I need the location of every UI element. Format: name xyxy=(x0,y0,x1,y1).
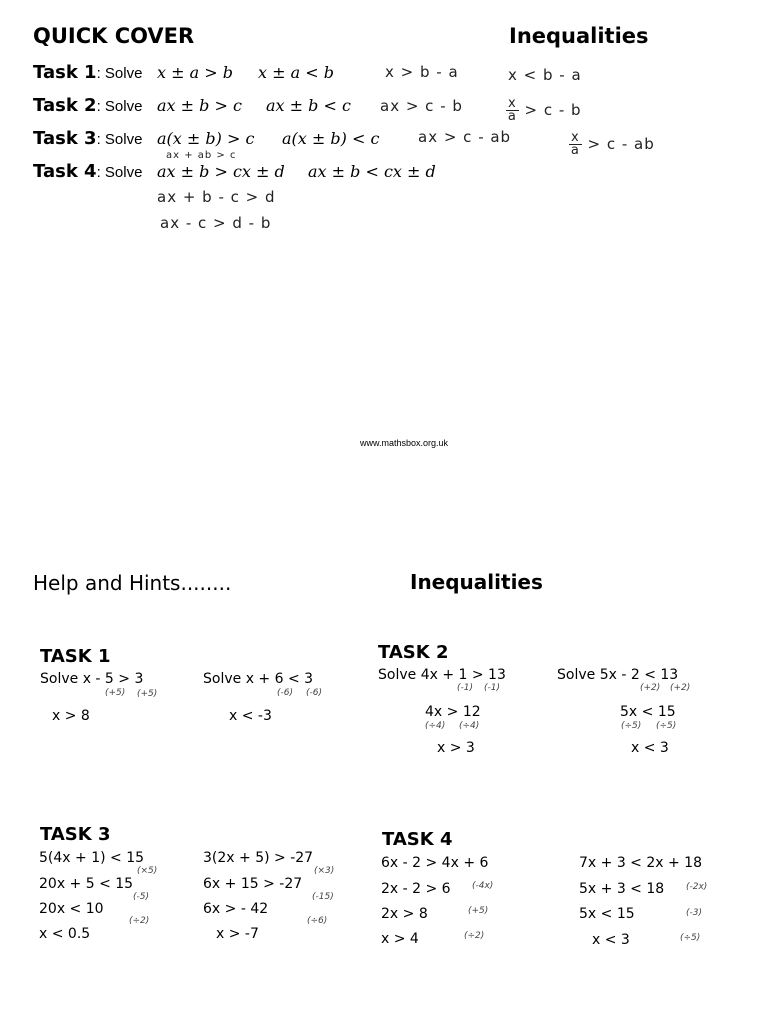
quick-cover-title: QUICK COVER xyxy=(33,24,195,48)
help-t3b-note1: (×3) xyxy=(314,866,335,876)
help-t1b-note1: (-6) xyxy=(277,688,293,698)
handwritten-t4-line1: ax + b - c > d xyxy=(157,188,276,206)
task-3-eq2: a(x ± b) < c xyxy=(282,129,380,148)
handwritten-t2b-rest: > c - b xyxy=(524,101,582,119)
help-t3a-note2: (-5) xyxy=(133,892,149,902)
handwritten-t1a: x > b - a xyxy=(385,63,459,81)
help-t1b-note2: (-6) xyxy=(306,688,322,698)
task-3-row xyxy=(33,128,142,149)
help-task-3-heading: TASK 3 xyxy=(40,824,111,845)
help-t3a-line1: 5(4x + 1) < 15 xyxy=(39,850,145,866)
handwritten-t4-line2: ax - c > d - b xyxy=(160,214,272,232)
task-2-row xyxy=(33,95,142,116)
help-t3b-line2: 6x + 15 > -27 xyxy=(203,876,303,892)
help-t4b-note3: (-3) xyxy=(686,908,702,918)
help-t1a-line2: x > 8 xyxy=(52,708,90,724)
help-t2b-line3: x < 3 xyxy=(631,740,669,756)
task-2-label: Task 2 xyxy=(33,95,97,116)
help-t1a-note1: (+5) xyxy=(105,688,126,698)
help-t2b-note1: (+2) xyxy=(640,683,661,693)
handwritten-t1b: x < b - a xyxy=(508,66,582,84)
help-t4b-line3: 5x < 15 xyxy=(579,906,635,922)
help-t2b-note4: (÷5) xyxy=(656,721,677,731)
task-1-solve: : Solve xyxy=(96,65,143,82)
help-task-2-heading: TASK 2 xyxy=(378,642,449,663)
fraction-x-over-a xyxy=(506,98,519,123)
fraction-num: x xyxy=(508,96,517,111)
help-t2a-note2: (-1) xyxy=(484,683,500,693)
task-3-label: Task 3 xyxy=(33,128,97,149)
help-t3b-line3: 6x > - 42 xyxy=(203,901,269,917)
help-t3a-line4: x < 0.5 xyxy=(39,926,91,942)
handwritten-t2b xyxy=(506,98,582,123)
website-url: www.mathsbox.org.uk xyxy=(360,438,449,448)
help-t3a-note1: (×5) xyxy=(137,866,158,876)
help-t2b-note3: (÷5) xyxy=(621,721,642,731)
help-t4a-line1: 6x - 2 > 4x + 6 xyxy=(381,855,489,871)
task-3-eq1: a(x ± b) > c xyxy=(157,129,255,148)
help-t2a-line1: Solve 4x + 1 > 13 xyxy=(378,667,506,683)
task-4-label: Task 4 xyxy=(33,161,97,182)
help-t2b-note2: (+2) xyxy=(670,683,691,693)
help-t2a-note4: (÷4) xyxy=(459,721,480,731)
help-task-1-heading: TASK 1 xyxy=(40,646,111,667)
task-1-eq2: x ± a < b xyxy=(258,63,334,82)
help-t4b-note2: (-2x) xyxy=(686,882,708,892)
fraction-num: x xyxy=(571,130,580,145)
help-t2a-line3: x > 3 xyxy=(437,740,475,756)
help-t2a-note3: (÷4) xyxy=(425,721,446,731)
help-t1a-note2: (+5) xyxy=(137,689,158,699)
fraction-den: a xyxy=(570,143,580,158)
help-t3b-line1: 3(2x + 5) > -27 xyxy=(203,850,314,866)
help-t4b-line4: x < 3 xyxy=(592,932,630,948)
help-t2a-note1: (-1) xyxy=(457,683,473,693)
help-t1a-line1: Solve x - 5 > 3 xyxy=(40,671,144,687)
task-2-eq2: ax ± b < c xyxy=(266,96,351,115)
task-2-solve: : Solve xyxy=(96,98,143,115)
task-4-solve: : Solve xyxy=(96,164,143,181)
help-t4b-line2: 5x + 3 < 18 xyxy=(579,881,665,897)
help-t4b-note4: (÷5) xyxy=(680,933,701,943)
help-t2b-line2: 5x < 15 xyxy=(620,704,676,720)
help-t2b-line1: Solve 5x - 2 < 13 xyxy=(557,667,679,683)
handwritten-t3a: ax > c - ab xyxy=(418,128,512,146)
help-topic-title: Inequalities xyxy=(410,570,543,594)
help-t1b-line1: Solve x + 6 < 3 xyxy=(203,671,314,687)
handwritten-t3b-rest: > c - ab xyxy=(587,135,655,153)
fraction-x-over-a-2 xyxy=(569,132,582,157)
help-t4b-line1: 7x + 3 < 2x + 18 xyxy=(579,855,702,871)
help-t3a-line3: 20x < 10 xyxy=(39,901,104,917)
help-t3b-note3: (÷6) xyxy=(307,916,328,926)
handwritten-t3b xyxy=(569,132,655,157)
help-t4a-line2: 2x - 2 > 6 xyxy=(381,881,451,897)
task-4-row xyxy=(33,161,142,182)
task-4-eq2: ax ± b < cx ± d xyxy=(308,162,436,181)
help-t3a-line2: 20x + 5 < 15 xyxy=(39,876,134,892)
help-t4a-line3: 2x > 8 xyxy=(381,906,428,922)
help-t3b-note2: (-15) xyxy=(312,892,334,902)
help-task-4-heading: TASK 4 xyxy=(382,829,453,850)
help-t3a-note3: (÷2) xyxy=(129,916,150,926)
task-3-solve: : Solve xyxy=(96,131,143,148)
help-t3b-line4: x > -7 xyxy=(216,926,259,942)
help-t1b-line2: x < -3 xyxy=(229,708,272,724)
task-1-label: Task 1 xyxy=(33,62,97,83)
task-2-eq1: ax ± b > c xyxy=(157,96,242,115)
topic-title: Inequalities xyxy=(509,24,649,48)
handwritten-t4-above: ax + ab > c xyxy=(166,150,237,161)
fraction-den: a xyxy=(507,109,517,124)
help-title: Help and Hints........ xyxy=(33,571,232,595)
task-1-eq1: x ± a > b xyxy=(157,63,233,82)
help-t2a-line2: 4x > 12 xyxy=(425,704,481,720)
help-t4a-note3: (+5) xyxy=(468,906,489,916)
task-4-eq1: ax ± b > cx ± d xyxy=(157,162,285,181)
help-t4a-note4: (÷2) xyxy=(464,931,485,941)
task-1-row xyxy=(33,62,142,83)
help-t4a-line4: x > 4 xyxy=(381,931,419,947)
help-t4a-note2: (-4x) xyxy=(472,881,494,891)
handwritten-t2a: ax > c - b xyxy=(380,97,463,115)
